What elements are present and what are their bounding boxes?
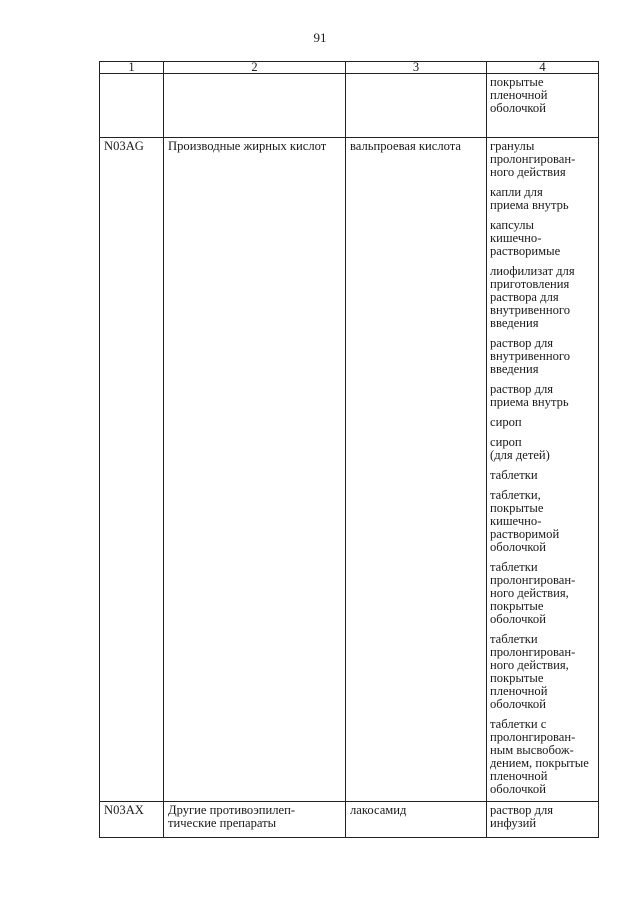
dosage-form [487, 74, 598, 120]
text-line: покрытые [490, 671, 544, 685]
atc-code: N03AX [100, 802, 164, 838]
text-line: дением, покрытые [490, 756, 589, 770]
text-line: введения [490, 362, 539, 376]
dosage-form [487, 414, 598, 434]
text-line: приема внутрь [490, 198, 569, 212]
text-line: инфузий [490, 816, 537, 830]
text-line: внутривенного [490, 349, 571, 363]
dosage-form [487, 434, 598, 467]
column-header-3: 3 [346, 62, 487, 74]
drug-table [99, 61, 599, 838]
text-line: пролонгирован- [490, 645, 576, 659]
group-name [164, 802, 346, 838]
group-cell [164, 74, 346, 138]
dosage-form [487, 631, 598, 716]
text-line: раствор для [490, 336, 554, 350]
dosage-form [487, 487, 598, 559]
column-header-4: 4 [487, 62, 599, 74]
text-line: покрытые [490, 599, 544, 613]
table-row-n03ag [100, 138, 599, 802]
text-line: пролонгирован- [490, 730, 576, 744]
text-line: ного действия, [490, 658, 569, 672]
column-header-1: 1 [100, 62, 164, 74]
text-line: гранулы [490, 139, 535, 153]
text-line: лиофилизат для [490, 264, 575, 278]
text-line: таблетки с [490, 717, 547, 731]
text-line: оболочкой [490, 782, 546, 796]
text-line: ным высвобож- [490, 743, 574, 757]
text-line: тические препараты [168, 816, 277, 830]
text-line: оболочкой [490, 101, 546, 115]
dosage-form [487, 138, 598, 184]
text-line: раствор для [490, 382, 554, 396]
column-header-2: 2 [164, 62, 346, 74]
text-line: пленочной [490, 684, 548, 698]
text-line: таблетки, [490, 488, 541, 502]
text-line: пролонгирован- [490, 152, 576, 166]
text-line: покрытые [490, 501, 544, 515]
text-line: покрытые [490, 75, 544, 89]
text-line: кишечно- [490, 231, 542, 245]
dosage-form [487, 559, 598, 631]
page-number: 91 [313, 30, 327, 45]
text-line: пролонгирован- [490, 573, 576, 587]
text-line: капли для [490, 185, 543, 199]
text-line: оболочкой [490, 697, 546, 711]
text-line: ного действия, [490, 586, 569, 600]
column-number-row [100, 62, 599, 74]
text-line: таблетки [490, 560, 538, 574]
text-line: раствор для [490, 803, 554, 817]
table-row-n03ax [100, 802, 599, 838]
text-line: таблетки [490, 468, 538, 482]
dosage-form [487, 335, 598, 381]
atc-code: N03AG [100, 138, 164, 802]
text-line: внутривенного [490, 303, 571, 317]
text-line: сироп [490, 415, 522, 429]
dosage-form [487, 263, 598, 335]
text-line: введения [490, 316, 539, 330]
text-line: кишечно- [490, 514, 542, 528]
substance-name: вальпроевая кислота [346, 138, 487, 802]
forms-cell [487, 74, 599, 138]
text-line: капсулы [490, 218, 535, 232]
forms-cell [487, 138, 599, 802]
text-line: растворимой [490, 527, 560, 541]
dosage-form [487, 716, 598, 801]
dosage-form [487, 381, 598, 414]
text-line: пленочной [490, 88, 548, 102]
text-line: Другие противоэпилеп- [168, 803, 296, 817]
text-line: таблетки [490, 632, 538, 646]
continued-row [100, 74, 599, 138]
text-line: ного действия [490, 165, 566, 179]
forms-cell [487, 802, 599, 838]
text-line: пленочной [490, 769, 548, 783]
substance-cell [346, 74, 487, 138]
text-line: приема внутрь [490, 395, 569, 409]
code-cell [100, 74, 164, 138]
text-line: сироп [490, 435, 522, 449]
dosage-form [487, 802, 598, 835]
text-line: приготовления [490, 277, 570, 291]
text-line: раствора для [490, 290, 559, 304]
dosage-form [487, 184, 598, 217]
dosage-form [487, 467, 598, 487]
text-line: оболочкой [490, 540, 546, 554]
dosage-form [487, 217, 598, 263]
substance-name: лакосамид [346, 802, 487, 838]
group-name: Производные жирных кислот [164, 138, 346, 802]
text-line: (для детей) [490, 448, 550, 462]
text-line: растворимые [490, 244, 561, 258]
text-line: оболочкой [490, 612, 546, 626]
